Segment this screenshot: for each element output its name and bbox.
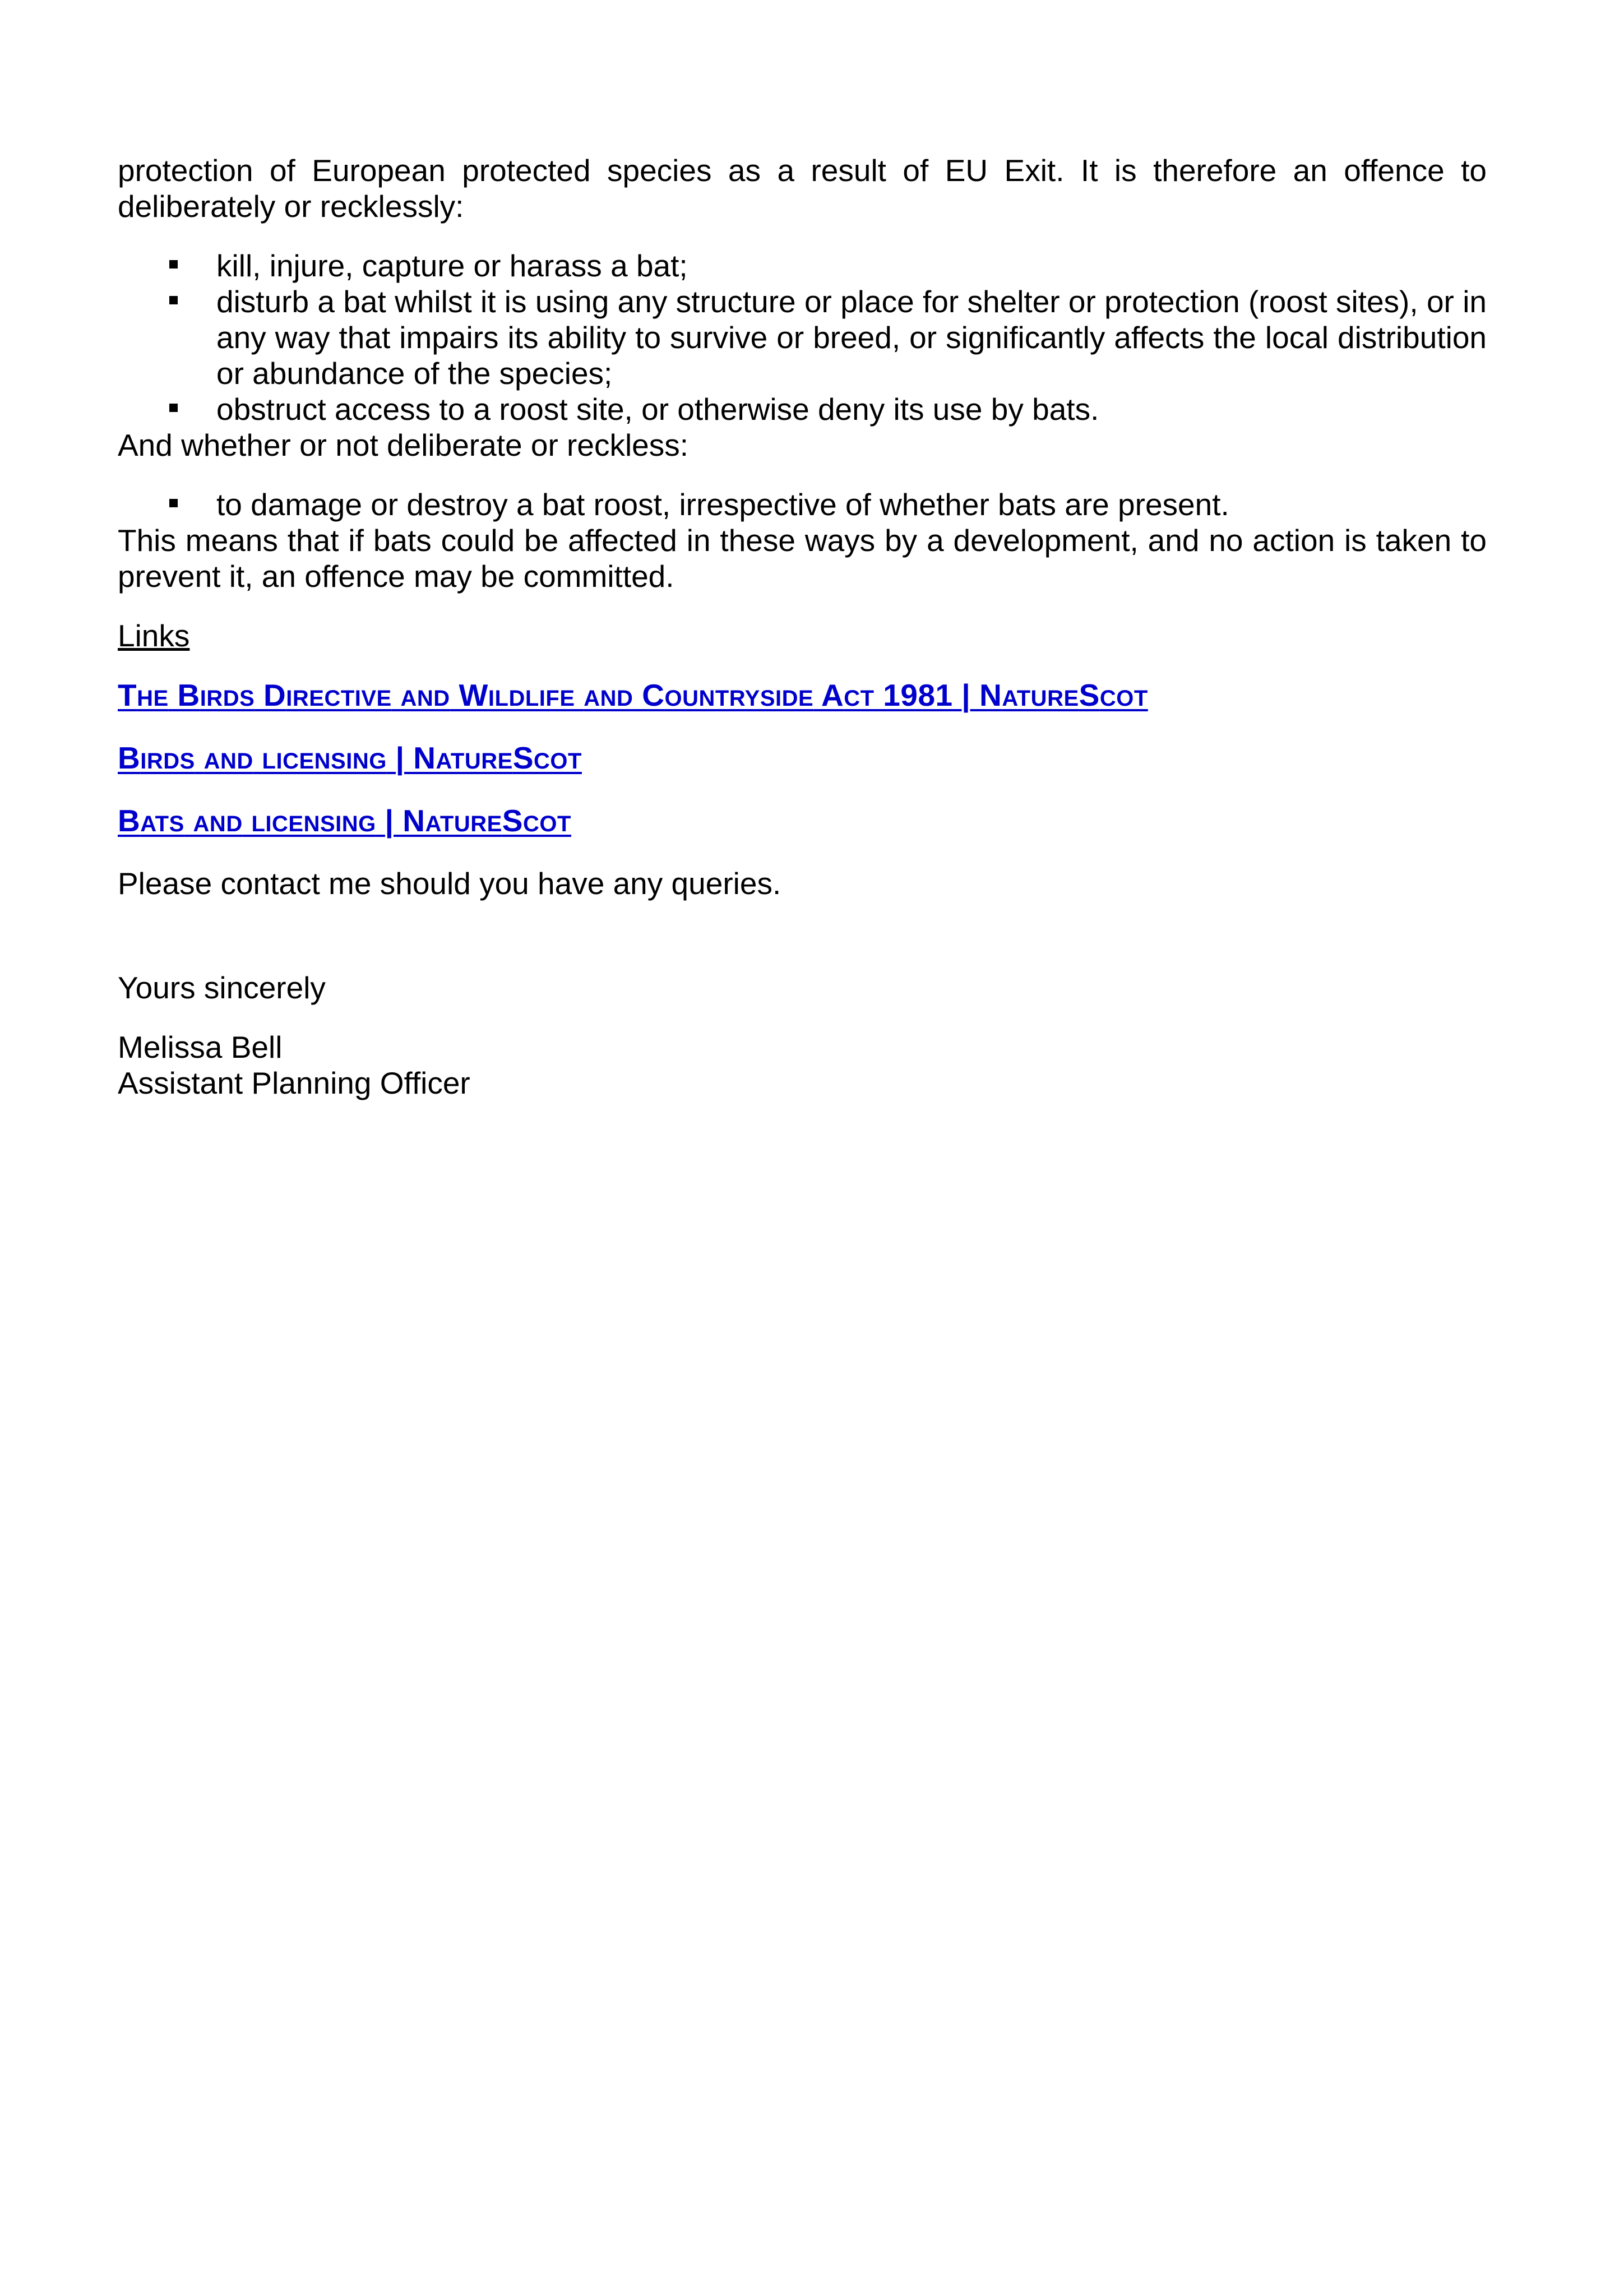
link-line: [118, 740, 1487, 779]
deliberate-offence-list: [118, 248, 1487, 427]
signatory-name: Melissa Bell: [118, 1030, 283, 1064]
birds-directive-link[interactable]: THE BIRDS DIRECTIVE AND WILDLIFE AND COUNTRYSIDE ACT 1981 | NATURESCOT: [118, 678, 1148, 712]
intro-paragraph: protection of European protected species as a result of EU Exit. It is therefore an offence to deliberately or recklessly:: [118, 153, 1487, 224]
square-bullet-icon: [169, 260, 178, 269]
square-bullet-icon: [169, 404, 178, 412]
list-item-text: kill, injure, capture or harass a bat;: [216, 248, 688, 283]
list-item: [118, 391, 1487, 427]
link-line: [118, 677, 1487, 716]
bats-licensing-link[interactable]: BATS AND LICENSING | NATURESCOT: [118, 803, 571, 838]
signatory-title: Assistant Planning Officer: [118, 1066, 470, 1100]
square-bullet-icon: [169, 296, 178, 304]
list-item-text: to damage or destroy a bat roost, irrespective of whether bats are present.: [216, 487, 1229, 522]
whether-paragraph: And whether or not deliberate or reckless:: [118, 428, 689, 462]
contact-paragraph: Please contact me should you have any queries.: [118, 866, 781, 901]
closing-salutation: Yours sincerely: [118, 970, 326, 1005]
list-item: [118, 248, 1487, 284]
roost-offence-list: [118, 487, 1487, 522]
list-item-text: obstruct access to a roost site, or otherwise deny its use by bats.: [216, 392, 1099, 427]
list-item: [118, 284, 1487, 391]
offence-paragraph: This means that if bats could be affected in these ways by a development, and no action is taken to prevent it, an offence may be committed.: [118, 523, 1487, 594]
square-bullet-icon: [169, 499, 178, 507]
links-heading: Links: [118, 618, 190, 653]
letter-body: [118, 152, 1487, 1101]
link-line: [118, 803, 1487, 842]
birds-licensing-link[interactable]: BIRDS AND LICENSING | NATURESCOT: [118, 740, 582, 775]
list-item: [118, 487, 1487, 522]
list-item-text: disturb a bat whilst it is using any structure or place for shelter or protection (roost sites), or in any way that impairs its ability to survive or breed, or significantly affects the local distribution or abundance of the species;: [216, 284, 1487, 391]
